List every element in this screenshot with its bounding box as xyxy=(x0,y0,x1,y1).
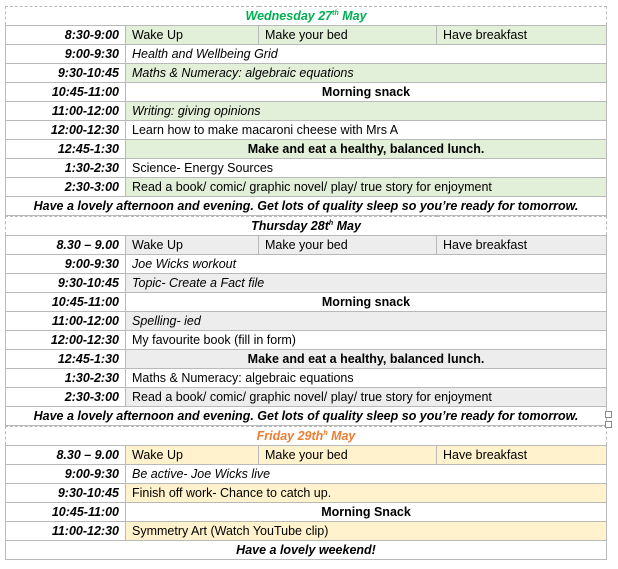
activity-cell: Science- Energy Sources xyxy=(126,159,607,178)
table-row xyxy=(6,140,607,159)
time-cell: 9:00-9:30 xyxy=(6,45,126,64)
activity-cell: Joe Wicks workout xyxy=(126,255,607,274)
table-row xyxy=(6,465,607,484)
activity-cell: Maths & Numeracy: algebraic equations xyxy=(126,369,607,388)
activity-cell: Make and eat a healthy, balanced lunch. xyxy=(126,350,607,369)
activity-cell: Learn how to make macaroni cheese with Mrs A xyxy=(126,121,607,140)
activity-cell: Make your bed xyxy=(259,446,437,465)
table-row xyxy=(6,236,607,255)
time-cell: 2:30-3:00 xyxy=(6,388,126,407)
table-row xyxy=(6,388,607,407)
table-row xyxy=(6,102,607,121)
table-resize-handle[interactable] xyxy=(605,421,612,428)
table-row xyxy=(6,159,607,178)
table-resize-handle[interactable] xyxy=(605,411,612,418)
activity-cell: Topic- Create a Fact file xyxy=(126,274,607,293)
time-cell: 9:30-10:45 xyxy=(6,274,126,293)
activity-cell: Have breakfast xyxy=(437,446,607,465)
table-row xyxy=(6,369,607,388)
time-cell: 9:00-9:30 xyxy=(6,465,126,484)
table-row xyxy=(6,484,607,503)
activity-cell: Maths & Numeracy: algebraic equations xyxy=(126,64,607,83)
time-cell: 8.30 – 9.00 xyxy=(6,236,126,255)
activity-cell: Wake Up xyxy=(126,446,259,465)
time-cell: 10:45-11:00 xyxy=(6,293,126,312)
activity-cell: Make your bed xyxy=(259,236,437,255)
time-cell: 10:45-11:00 xyxy=(6,83,126,102)
table-row xyxy=(6,64,607,83)
table-row xyxy=(6,178,607,197)
activity-cell: Morning Snack xyxy=(126,503,607,522)
activity-cell: Read a book/ comic/ graphic novel/ play/ true story for enjoyment xyxy=(126,388,607,407)
time-cell: 8.30 – 9.00 xyxy=(6,446,126,465)
activity-cell: Symmetry Art (Watch YouTube clip) xyxy=(126,522,607,541)
wednesday-footer: Have a lovely afternoon and evening. Get lots of quality sleep so you’re ready for tomorrow. xyxy=(6,197,607,216)
time-cell: 12:00-12:30 xyxy=(6,121,126,140)
time-cell: 12:00-12:30 xyxy=(6,331,126,350)
thursday-title: Thursday $28t^h$ May xyxy=(6,217,607,236)
table-row xyxy=(6,26,607,45)
time-cell: 12:45-1:30 xyxy=(6,350,126,369)
activity-cell: Spelling- ied xyxy=(126,312,607,331)
activity-cell: Health and Wellbeing Grid xyxy=(126,45,607,64)
activity-cell: Wake Up xyxy=(126,26,259,45)
table-row xyxy=(6,83,607,102)
time-cell: 1:30-2:30 xyxy=(6,159,126,178)
activity-cell: Read a book/ comic/ graphic novel/ play/ true story for enjoyment xyxy=(126,178,607,197)
thursday-schedule-table xyxy=(5,216,607,426)
activity-cell: Be active- Joe Wicks live xyxy=(126,465,607,484)
time-cell: 11:00-12:00 xyxy=(6,312,126,331)
table-row xyxy=(6,312,607,331)
table-row xyxy=(6,522,607,541)
table-row xyxy=(6,503,607,522)
time-cell: 9:30-10:45 xyxy=(6,484,126,503)
activity-cell: Wake Up xyxy=(126,236,259,255)
time-cell: 9:30-10:45 xyxy=(6,64,126,83)
time-cell: 11:00-12:00 xyxy=(6,102,126,121)
activity-cell: Make your bed xyxy=(259,26,437,45)
time-cell: 12:45-1:30 xyxy=(6,140,126,159)
activity-cell: Finish off work- Chance to catch up. xyxy=(126,484,607,503)
activity-cell: Make and eat a healthy, balanced lunch. xyxy=(126,140,607,159)
table-row xyxy=(6,350,607,369)
table-row xyxy=(6,274,607,293)
activity-cell: Writing: giving opinions xyxy=(126,102,607,121)
table-row xyxy=(6,446,607,465)
time-cell: 11:00-12:30 xyxy=(6,522,126,541)
time-cell: 2:30-3:00 xyxy=(6,178,126,197)
time-cell: 1:30-2:30 xyxy=(6,369,126,388)
friday-title: Friday $29th^h$ May xyxy=(6,427,607,446)
activity-cell: Have breakfast xyxy=(437,236,607,255)
time-cell: 9:00-9:30 xyxy=(6,255,126,274)
table-row xyxy=(6,331,607,350)
table-row xyxy=(6,121,607,140)
time-cell: 10:45-11:00 xyxy=(6,503,126,522)
wednesday-title: Wednesday 27th May xyxy=(6,7,607,26)
friday-schedule-table xyxy=(5,426,607,560)
friday-footer: Have a lovely weekend! xyxy=(6,541,607,560)
activity-cell: Have breakfast xyxy=(437,26,607,45)
wednesday-schedule-table xyxy=(5,6,607,216)
thursday-footer: Have a lovely afternoon and evening. Get lots of quality sleep so you’re ready for tomorrow. xyxy=(6,407,607,426)
table-row xyxy=(6,255,607,274)
table-row xyxy=(6,293,607,312)
activity-cell: Morning snack xyxy=(126,293,607,312)
time-cell: 8:30-9:00 xyxy=(6,26,126,45)
activity-cell: Morning snack xyxy=(126,83,607,102)
activity-cell: My favourite book (fill in form) xyxy=(126,331,607,350)
table-row xyxy=(6,45,607,64)
